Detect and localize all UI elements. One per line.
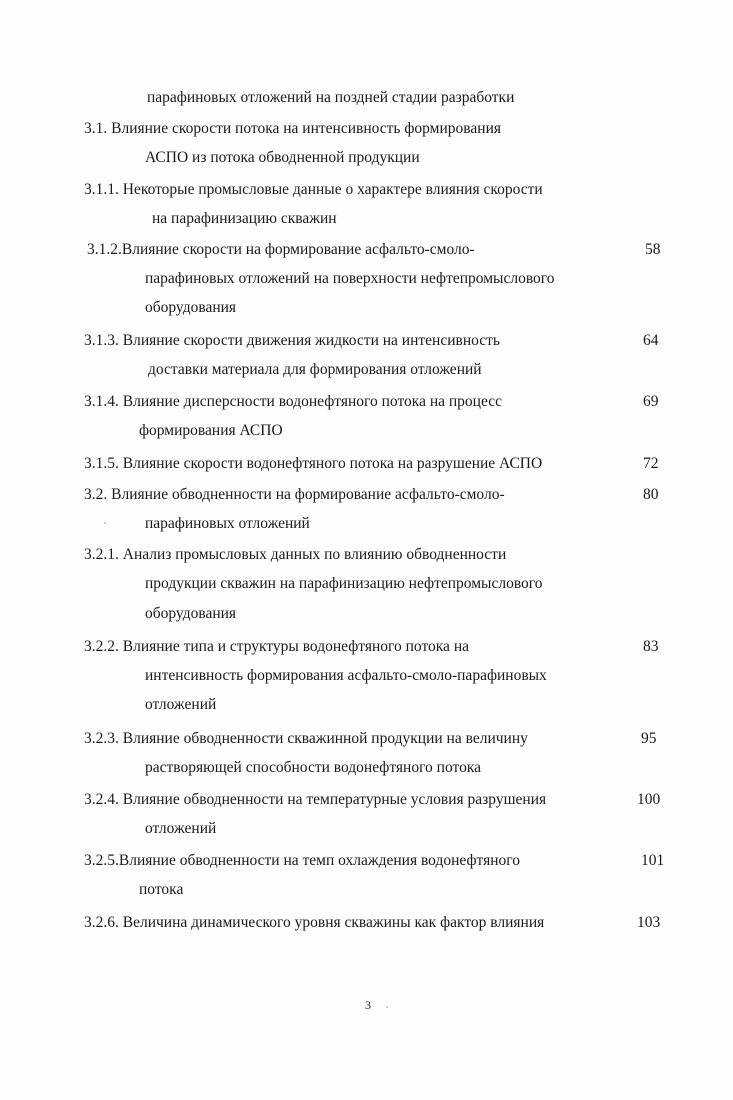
toc-line: паpафиновых отложений на поздней стадии разработки <box>147 89 515 106</box>
toc-line: 3.2.5.Влияние обводненности на темп охлаждения водонефтяного <box>84 852 520 869</box>
toc-page-number: 83 <box>643 638 659 655</box>
toc-page-number: 72 <box>643 455 659 472</box>
scan-speck <box>386 1006 388 1008</box>
scan-speck <box>104 522 106 524</box>
page-number: 3 <box>365 998 371 1012</box>
toc-page-number: 103 <box>637 914 661 931</box>
toc-line: интенсивность формирования асфальто-смоло-парафиновых <box>145 667 547 684</box>
toc-page-number: 58 <box>645 241 661 258</box>
toc-line: парафиновых отложений <box>145 515 310 532</box>
toc-line: на парафинизацию скважин <box>152 210 337 227</box>
toc-line: 3.1. Влияние скорости потока на интенсивность формирования <box>84 120 501 137</box>
toc-page-number: 64 <box>643 332 659 349</box>
toc-page-number: 95 <box>641 730 657 747</box>
toc-line: 3.2.2. Влияние типа и структуры водонефтяного потока на <box>84 638 469 655</box>
toc-line: доставки материала для формирования отложений <box>148 361 482 378</box>
toc-line: 3.1.3. Влияние скорости движения жидкости на интенсивность <box>84 332 500 349</box>
toc-page-number: 69 <box>643 393 659 410</box>
toc-line: АСПО из потока обводненной продукции <box>145 149 420 166</box>
toc-page-number: 100 <box>637 791 661 808</box>
toc-page-number: 80 <box>643 486 659 503</box>
toc-line: продукции скважин на парафинизацию нефтепромыслового <box>145 575 543 592</box>
toc-line: 3.2. Влияние обводненности на формирование асфальто-смоло- <box>84 486 505 503</box>
toc-line: 3.1.1. Некоторые промысловые данные о характере влияния скорости <box>84 181 543 198</box>
toc-line: 3.1.2.Влияние скорости на формирование асфальто-смоло- <box>87 241 475 258</box>
toc-line: оборудования <box>145 605 237 622</box>
toc-line: 3.2.3. Влияние обводненности скважинной продукции на величину <box>84 730 528 747</box>
toc-line: 3.1.5. Влияние скорости водонефтяного потока на разрушение АСПО <box>84 455 543 472</box>
toc-line: растворяющей способности водонефтяного потока <box>145 759 482 776</box>
toc-line: 3.2.6. Величина динамического уровня скважины как фактор влияния <box>84 914 545 931</box>
toc-line: формирования АСПО <box>139 422 283 439</box>
toc-page-number: 101 <box>641 852 665 869</box>
toc-line: отложений <box>145 696 217 713</box>
toc-line: 3.2.1. Анализ промысловых данных по влиянию обводненности <box>84 546 507 563</box>
toc-line: потока <box>139 881 184 898</box>
toc-line: оборудования <box>145 299 237 316</box>
toc-line: 3.1.4. Влияние дисперсности водонефтяного потока на процесс <box>84 393 502 410</box>
toc-line: парафиновых отложений на поверхности нефтепромыслового <box>145 270 555 287</box>
toc-line: отложений <box>145 820 217 837</box>
toc-line: 3.2.4. Влияние обводненности на температурные условия разрушения <box>84 791 547 808</box>
